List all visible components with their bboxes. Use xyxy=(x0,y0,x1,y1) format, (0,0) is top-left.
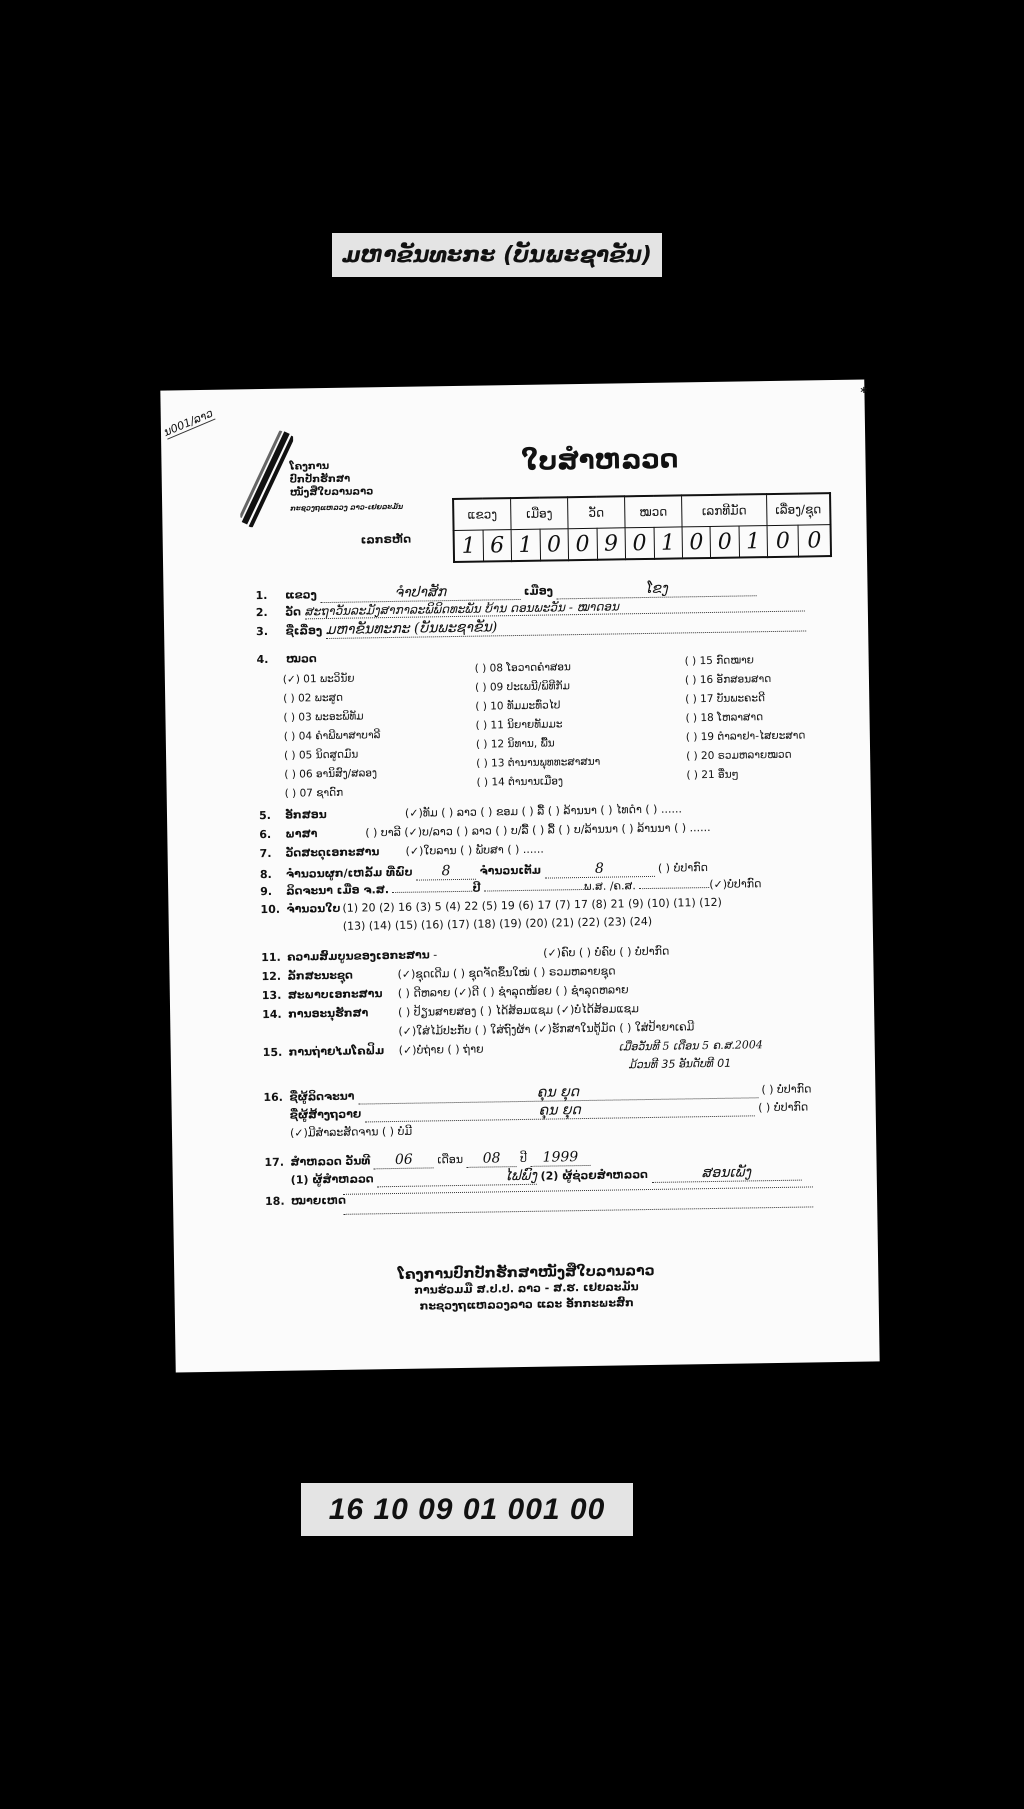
remarks-line-2 xyxy=(343,1206,813,1214)
code-digit: 0 xyxy=(710,526,739,558)
logo-stripes-icon xyxy=(239,431,295,528)
corner-stamp: ນ001/ລາວ xyxy=(162,406,215,439)
code-header-story: ເລື່ອງ/ຊຸດ xyxy=(767,493,831,525)
field-remarks: 18. ໝາຍເຫດ xyxy=(264,1193,347,1209)
field-set-type: 12. ລັກສະນະຊຸດ (✓)ຊຸດເດີມ ( ) ຊຸດຈັດຂຶ້ນໃໝ່ ( ) ຣວມຫລາຍຊຸດ xyxy=(261,964,616,984)
category-column-2: ( ) 08 ໂອວາດຄຳສອນ ( ) 09 ປະເພນີ/ພິທີກັມ ( ) 10 ທັມມະທົ່ວໄປ ( ) 11 ນິຍາຍທັມມະ ( ) 12 ນິທານ, ພື້ນ ( ) 13 ຕຳນານພຸທທະສາສນາ ( ) 14 ຕຳນານເມືອງ xyxy=(474,661,601,789)
survey-form-sheet xyxy=(160,380,879,1373)
project-office-name: ໂຄງການ ປົກປັກຮັກສາ ໜັງສືໃບລານລາວ xyxy=(289,460,374,499)
title-value: ມຫາຂັນທະກະ (ບັນພະຊາຂັນ) xyxy=(326,614,806,639)
corner-mark: * xyxy=(860,385,868,401)
field-microfilm: 15. ການຖ່າຍໄມໂຄຟິມ (✓)ບໍ່ຖ່າຍ ( ) ຖ່າຍ ເມື່ອວັນທີ 5 ເດືອນ 5 ຄ.ສ.2004 xyxy=(262,1038,763,1060)
field-leaf-count: 10. ຈຳນວນໃບ (1) 20 (2) 16 (3) 5 (4) 22 (5) 19 (6) 17 (7) 17 (8) 21 (9) (10) (11) (12) xyxy=(260,895,722,917)
field-colophon: (✓)ມີສຳລະສັດຈານ ( ) ບໍ່ມີ xyxy=(289,1124,413,1140)
code-digit: 0 xyxy=(568,528,597,560)
district-value: ໂຂງ xyxy=(556,579,756,599)
category-column-3: ( ) 15 ກົດໝາຍ ( ) 16 ອັກສອນສາດ ( ) 17 ບັນພະຄະດີ ( ) 18 ໂຫລາສາດ ( ) 19 ຕຳລາຢາ-ໄສຍະສາດ ( ) 20 ຣວມຫລາຍໝວດ ( ) 21 ອື່ນໆ xyxy=(684,654,806,782)
code-label: ເລກຣຫັດ xyxy=(360,532,412,547)
code-header-category: ໝວດ xyxy=(625,495,682,527)
field-sponsor: ຊື່ຜູ້ສ້າງຖວາຍ ຄຸນ ຍຸດ ( ) ບໍ່ປາກົດ xyxy=(289,1100,809,1122)
field-temple: 2. ວັດ ສະຖາວັນລະມັງສາກາລະພິພິດທະພັນ ບ້ານ ດອນພະວັນ - ໝາດອນ xyxy=(256,597,805,621)
code-digit: 1 xyxy=(739,526,768,558)
code-header-bundle: ເລກທີມັດ xyxy=(682,494,767,527)
province-value: ຈຳປາສັກ xyxy=(320,583,520,603)
field-language: 6. ພາສາ ( ) ບາລີ (✓)ບ/ລາວ ( ) ລາວ ( ) ບ/ລື້ ( ) ລື້ ( ) ບ/ລ້ານນາ ( ) ລ້ານນາ ( ) ...... xyxy=(259,821,711,842)
leaf-count-row-1: (1) 20 (2) 16 (3) 5 (4) 22 (5) 19 (6) 17 (7) 17 (8) 21 (9) (10) (11) (12) xyxy=(342,895,722,915)
field-written-date: 9. ລິດຈະນາ ເມື່ອ ຈ.ສ. ປີ ພ.ສ. /ຄ.ສ. (✓)ບໍ່ປາກົດ xyxy=(260,877,762,899)
microfilm-roll: ມ້ວນທີ 35 ອັນດັບທີ 01 xyxy=(628,1056,732,1072)
field-material: 7. ວັດສະດຸເອກະສານ (✓)ໃບລານ ( ) ພັບສາ ( ) ...... xyxy=(259,842,544,861)
field-script: 5. ອັກສອນ (✓)ທັມ ( ) ລາວ ( ) ຂອມ ( ) ລື້ ( ) ລ້ານນາ ( ) ໄທດຳ ( ) ...... xyxy=(258,802,682,823)
field-category: 4. ໝວດ xyxy=(256,652,317,667)
field-conservation: 14. ການອະນຸຮັກສາ ( ) ປ້ຽນສາຍສອງ ( ) ໄດ້ສ້ອມແຊມ (✓)ບໍ່ໄດ້ສ້ອມແຊມ xyxy=(262,1002,639,1022)
code-header-province: ແຂວງ xyxy=(453,498,511,530)
code-digit: 0 xyxy=(767,525,799,557)
project-office-sub: ກະຊວງຖແຫລວງ ລາວ-ເຢຍລະມັນ xyxy=(290,502,404,513)
code-digit: 1 xyxy=(454,530,484,562)
top-title-label: ມຫາຂັນທະກະ (ບັນພະຊາຂັນ) xyxy=(332,233,662,277)
field-province: 1. ແຂວງ ຈຳປາສັກ ເມືອງ ໂຂງ xyxy=(255,579,756,604)
code-digit: 0 xyxy=(798,525,831,557)
field-author: 16. ຊື່ຜູ້ລິດຈະນາ ຄຸນ ຍຸດ ( ) ບໍ່ປາກົດ xyxy=(263,1082,812,1105)
field-survey-date: 17. ສຳຫລວດ ວັນທີ 06 ເດືອນ 08 ປີ 1999 xyxy=(264,1149,590,1171)
code-digit: 1 xyxy=(511,529,540,561)
category-column-1: (✓) 01 ພະວິນັຍ ( ) 02 ພະສູດ ( ) 03 ພະອະພິທັມ ( ) 04 ຄຳພີພາສາບາລີ ( ) 05 ນິດສູດມົນ ( ) 06 ອານິສົງ/ສລອງ ( ) 07 ຊາດົກ xyxy=(282,672,381,800)
code-digit: 0 xyxy=(682,526,711,558)
field-condition: 13. ສະພາບເອກະສານ ( ) ດີຫລາຍ (✓)ດີ ( ) ຊຳລຸດໜ້ອຍ ( ) ຊຳລຸດຫລາຍ xyxy=(261,983,629,1003)
code-header-district: ເມືອງ xyxy=(511,497,568,529)
code-table xyxy=(452,492,832,563)
field-surveyors: (1) ຜູ້ສຳຫລວດ ໄຟພົງ (2) ຜູ້ຊ່ວຍສຳຫລວດ ສອນເພັງ xyxy=(291,1164,802,1189)
field-title: 3. ຊື່ເລື່ອງ ມຫາຂັນທະກະ (ບັນພະຊາຂັນ) xyxy=(256,614,806,640)
field-conservation-2: (✓)ໃສ່ໄມ້ປະກັບ ( ) ໃສ່ຖົງຜ້າ (✓)ຮັກສາໃນຕູ້ມັດ ( ) ໃສ່ປ້າຍາເຄມີ xyxy=(398,1020,695,1038)
code-digit: 0 xyxy=(625,527,654,559)
code-digit: 0 xyxy=(540,529,569,561)
form-title: ໃບສຳຫລວດ xyxy=(521,444,679,477)
field-bundle-count: 8. ຈຳນວນຜູກ/ເຫລັ້ມ ທີ່ພົບ 8 ຈຳນວນເຕັມ 8 ( ) ບໍ່ປາກົດ xyxy=(259,860,709,882)
temple-value: ສະຖາວັນລະມັງສາກາລະພິພິດທະພັນ ບ້ານ ດອນພະວັນ - ໝາດອນ xyxy=(304,597,804,620)
bottom-code-label: 16 10 09 01 001 00 xyxy=(301,1483,633,1536)
leaf-count-row-2: (13) (14) (15) (16) (17) (18) (19) (20) (21) (22) (23) (24) xyxy=(342,914,653,933)
code-digit: 9 xyxy=(597,528,626,560)
form-footer: ໂຄງການປົກປັກຮັກສາໜັງສືໃບລານລາວ ການຮ່ວມມື ສ.ປ.ປ. ລາວ - ສ.ຮ. ເຢຍລະມັນ ກະຊວງຖແຫລວງລາວ ແລະ ອັກກະພະສົກ xyxy=(397,1262,655,1313)
remarks-line-1 xyxy=(343,1186,813,1194)
field-completeness: 11. ຄວາມສົມບູນຂອງເອກະສານ - (✓)ຄົບ ( ) ບໍ່ຄົບ ( ) ບໍ່ປາກົດ xyxy=(261,944,670,965)
code-digit: 6 xyxy=(483,530,512,562)
code-digit: 1 xyxy=(654,527,683,559)
code-header-temple: ວັດ xyxy=(568,496,625,528)
